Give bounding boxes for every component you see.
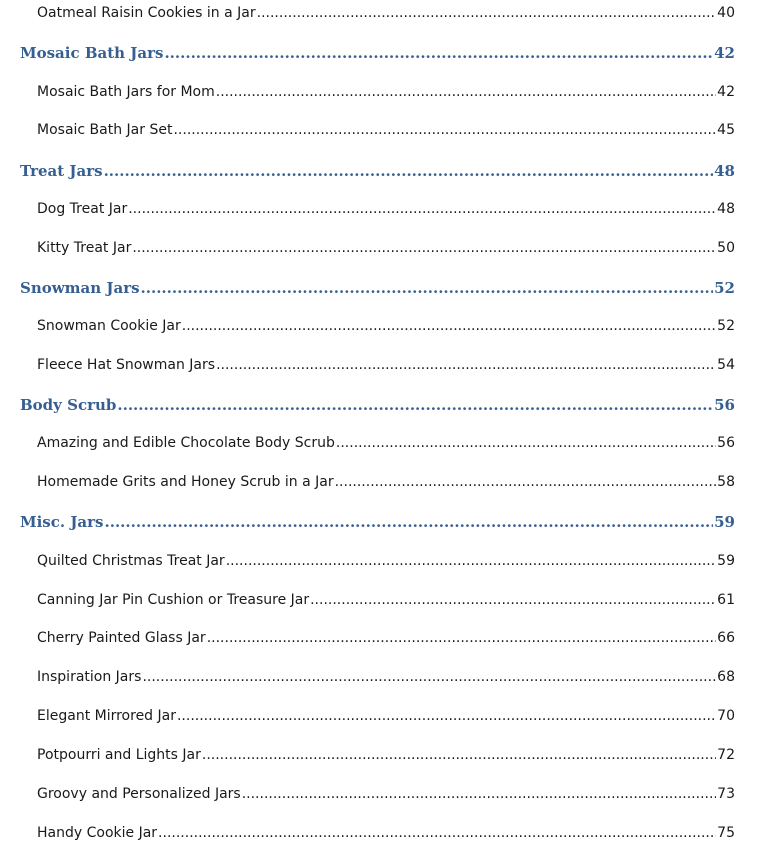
toc-entry[interactable]: [37, 201, 735, 217]
toc-entry-title: Groovy and Personalized Jars: [37, 786, 241, 802]
toc-entry-title: Kitty Treat Jar: [37, 240, 132, 256]
toc-entry[interactable]: [37, 318, 735, 334]
toc-entry-title: Snowman Cookie Jar: [37, 318, 181, 334]
toc-entry-title: Mosaic Bath Jar Set: [37, 122, 173, 138]
toc-entry-page: 40: [717, 5, 735, 21]
toc-entry[interactable]: [37, 708, 735, 724]
dot-leader: [310, 592, 716, 608]
toc-entry[interactable]: [37, 592, 735, 608]
toc-entry-page: 52: [717, 318, 735, 334]
dot-leader: [335, 474, 717, 490]
toc-entry[interactable]: [37, 825, 735, 841]
toc-entry-title: Oatmeal Raisin Cookies in a Jar: [37, 5, 256, 21]
toc-heading-title: Treat Jars: [20, 162, 103, 180]
dot-leader: [202, 747, 716, 763]
toc-heading[interactable]: [20, 44, 735, 62]
toc-entry-title: Dog Treat Jar: [37, 201, 128, 217]
toc-heading-page: 59: [714, 513, 735, 531]
dot-leader: [182, 318, 716, 334]
toc-heading-page: 56: [714, 396, 735, 414]
toc-entry[interactable]: [37, 786, 735, 802]
toc-entry-page: 56: [717, 435, 735, 451]
toc-entry-page: 50: [717, 240, 735, 256]
toc-entry-title: Canning Jar Pin Cushion or Treasure Jar: [37, 592, 310, 608]
toc-entry[interactable]: [37, 474, 735, 490]
toc-entry-title: Inspiration Jars: [37, 669, 142, 685]
toc-entry-title: Handy Cookie Jar: [37, 825, 158, 841]
dot-leader: [216, 357, 716, 373]
dot-leader: [257, 5, 717, 21]
toc-entry-title: Quilted Christmas Treat Jar: [37, 553, 225, 569]
dot-leader: [164, 44, 713, 62]
toc-entry-title: Elegant Mirrored Jar: [37, 708, 176, 724]
toc-heading[interactable]: [20, 279, 735, 297]
toc-entry-title: Homemade Grits and Honey Scrub in a Jar: [37, 474, 334, 490]
toc-heading-title: Snowman Jars: [20, 279, 140, 297]
dot-leader: [128, 201, 716, 217]
toc-entry[interactable]: [37, 553, 735, 569]
toc-entry[interactable]: [37, 435, 735, 451]
toc-entry-page: 58: [717, 474, 735, 490]
dot-leader: [132, 240, 716, 256]
toc-entry-page: 72: [717, 747, 735, 763]
toc-heading-title: Body Scrub: [20, 396, 117, 414]
toc-heading-page: 48: [714, 162, 735, 180]
dot-leader: [105, 513, 714, 531]
toc-entry-page: 61: [717, 592, 735, 608]
dot-leader: [336, 435, 716, 451]
toc-entry[interactable]: [37, 122, 735, 138]
toc-entry-page: 59: [717, 553, 735, 569]
toc-entry-page: 54: [717, 357, 735, 373]
dot-leader: [117, 396, 713, 414]
toc-entry-page: 45: [717, 122, 735, 138]
toc-entry-page: 42: [717, 84, 735, 100]
toc-entry-page: 75: [717, 825, 735, 841]
dot-leader: [104, 162, 714, 180]
dot-leader: [226, 553, 716, 569]
toc-entry-page: 73: [717, 786, 735, 802]
toc-heading-page: 42: [714, 44, 735, 62]
dot-leader: [242, 786, 716, 802]
dot-leader: [216, 84, 716, 100]
toc-entry-page: 66: [717, 630, 735, 646]
toc-heading-title: Mosaic Bath Jars: [20, 44, 164, 62]
toc-entry-title: Mosaic Bath Jars for Mom: [37, 84, 215, 100]
toc-entry[interactable]: [37, 357, 735, 373]
toc-entry[interactable]: [37, 669, 735, 685]
toc-heading[interactable]: [20, 162, 735, 180]
toc-entry[interactable]: [37, 5, 735, 21]
toc-entry-page: 48: [717, 201, 735, 217]
toc-heading[interactable]: [20, 396, 735, 414]
toc-entry-title: Cherry Painted Glass Jar: [37, 630, 206, 646]
dot-leader: [158, 825, 716, 841]
dot-leader: [141, 279, 714, 297]
dot-leader: [207, 630, 716, 646]
toc-entry-title: Fleece Hat Snowman Jars: [37, 357, 216, 373]
toc-entry-title: Potpourri and Lights Jar: [37, 747, 201, 763]
toc-entry-title: Amazing and Edible Chocolate Body Scrub: [37, 435, 335, 451]
toc-entry-page: 68: [717, 669, 735, 685]
toc-entry-page: 70: [717, 708, 735, 724]
toc-entry[interactable]: [37, 84, 735, 100]
toc-entry[interactable]: [37, 240, 735, 256]
toc-heading-title: Misc. Jars: [20, 513, 104, 531]
toc-entry[interactable]: [37, 630, 735, 646]
toc-entry[interactable]: [37, 747, 735, 763]
dot-leader: [173, 122, 716, 138]
dot-leader: [142, 669, 716, 685]
toc-heading-page: 52: [714, 279, 735, 297]
dot-leader: [177, 708, 716, 724]
toc-heading[interactable]: [20, 513, 735, 531]
